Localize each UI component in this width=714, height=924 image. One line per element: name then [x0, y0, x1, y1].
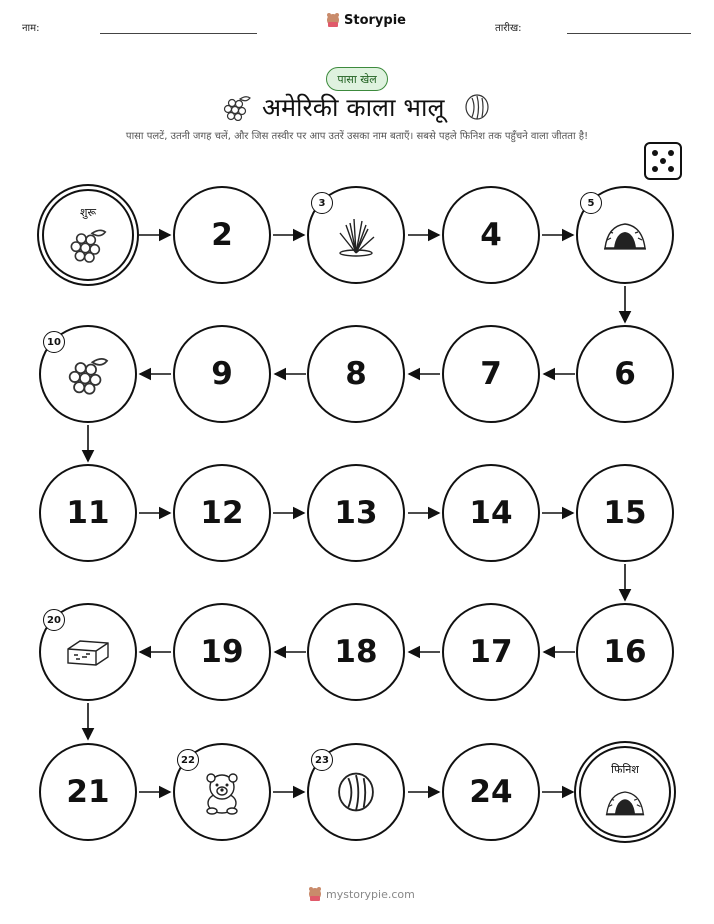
square-18[interactable]: 18	[307, 603, 405, 701]
square-23[interactable]	[307, 743, 405, 841]
square-15[interactable]: 15	[576, 464, 674, 562]
nut-icon	[336, 770, 376, 814]
square-2[interactable]: 2	[173, 186, 271, 284]
square-5[interactable]	[576, 186, 674, 284]
square-8[interactable]: 8	[307, 325, 405, 423]
square-finish[interactable]	[579, 746, 671, 838]
square-9[interactable]: 9	[173, 325, 271, 423]
square-number-badge: 3	[311, 192, 333, 214]
square-start[interactable]	[42, 189, 134, 281]
square-20[interactable]	[39, 603, 137, 701]
square-19[interactable]: 19	[173, 603, 271, 701]
square-21[interactable]: 21	[39, 743, 137, 841]
square-number-badge: 20	[43, 609, 65, 631]
footer-url[interactable]: mystorypie.com	[326, 887, 415, 901]
brand-name: Storypie	[344, 12, 406, 28]
square-17[interactable]: 17	[442, 603, 540, 701]
square-10[interactable]	[39, 325, 137, 423]
square-12[interactable]: 12	[173, 464, 271, 562]
date-label: तारीख:	[495, 23, 522, 34]
square-14[interactable]: 14	[442, 464, 540, 562]
square-number-badge: 5	[580, 192, 602, 214]
square-22[interactable]	[173, 743, 271, 841]
game-type-pill: पासा खेल	[326, 67, 388, 91]
finish-label: फिनिश	[611, 763, 639, 776]
square-6[interactable]: 6	[576, 325, 674, 423]
square-3[interactable]	[307, 186, 405, 284]
page-title: अमेरिकी काला भालू	[262, 93, 445, 122]
instructions: पासा पलटें, उतनी जगह चलें, और जिस तस्वीर पर आप उतरें उसका नाम बताएँ। सबसे पहले फिनिश तक पहुँचने वाला जीतता है!	[125, 131, 589, 142]
honeycomb-icon	[64, 635, 112, 669]
den-icon	[604, 786, 646, 818]
grass-icon	[332, 213, 380, 257]
bear-cub-icon	[198, 769, 246, 815]
square-11[interactable]: 11	[39, 464, 137, 562]
berries-icon	[66, 353, 110, 395]
square-13[interactable]: 13	[307, 464, 405, 562]
square-24[interactable]: 24	[442, 743, 540, 841]
bear-logo-icon	[308, 886, 322, 902]
square-7[interactable]: 7	[442, 325, 540, 423]
name-label: नाम:	[22, 23, 40, 34]
start-label: शुरू	[79, 206, 97, 219]
square-number-badge: 23	[311, 749, 333, 771]
den-icon	[602, 218, 648, 252]
berries-icon	[68, 225, 108, 263]
footer	[308, 886, 415, 902]
square-4[interactable]: 4	[442, 186, 540, 284]
square-16[interactable]: 16	[576, 603, 674, 701]
square-number-badge: 10	[43, 331, 65, 353]
square-number-badge: 22	[177, 749, 199, 771]
